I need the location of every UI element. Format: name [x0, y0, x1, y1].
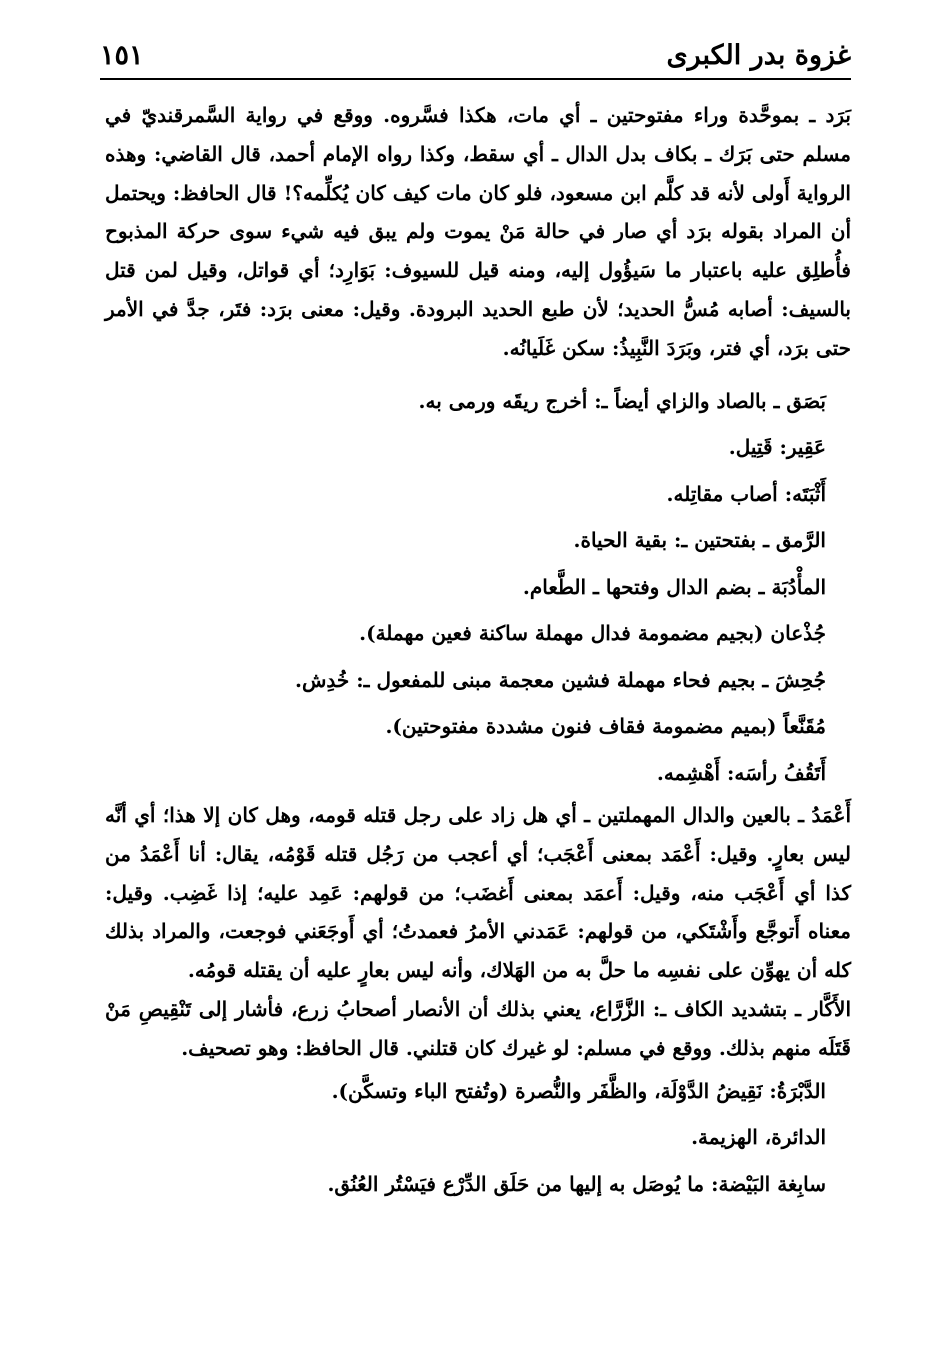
glossary-entry: جُحِشَ ـ بجيم فحاء مهملة فشين معجمة مبنى للمفعول ـ: خُدِش. — [295, 667, 826, 692]
paragraph-aamad: أَعْمَدُ ـ بالعين والدال المهملتين ـ أي هل زاد على رجل قتله قومه، وهل كان إلا هذا؛ أي أنَّه ليس بعارٍ. وقيل: أَعْمَد بمعنى أَعْجَب؛ أي أعجب من رَجُل قتله قَوْمُه، يقال: أنا أَعْمَدُ من كذا أي أَعْجَب منه، وقيل: أَعمَد بمعنى أَغضَب؛ من قولهم: عَمِد عليه؛ إذا غَضِب. وقيل: معناه أَتوجَّع وأَشْتَكي، من قولهم: عَمَدني الأمرُ فعمدتُ؛ أي أَوجَعَني فوجعت، والمراد بذلك كله أن يهوِّن على نفسِه ما حلَّ به من الهَلاك، وأنه ليس بعارٍ عليه أن يقتله قومُه. — [105, 803, 852, 983]
glossary-entry: الدَّبْرَةُ: نَقِيضُ الدَّوْلَة، والظَّفَر والنُّصرة (وتُفتح الباء وتسكَّن). — [331, 1078, 826, 1103]
glossary-entry: جُذْعان (بجيم مضمومة فدال مهملة ساكنة فعين مهملة). — [359, 621, 826, 646]
page-header — [100, 30, 851, 80]
running-head: غزوة بدر الكبرى — [666, 40, 851, 71]
glossary-entry: أَتَقُفُ رأسَه: أَهْشِمه. — [656, 760, 826, 785]
glossary-entry: بَصَق ـ بالصاد والزاي أيضاً ـ: أخرج ريقَه ورمى به. — [418, 388, 826, 413]
glossary-entry: الرَّمق ـ بفتحتين ـ: بقية الحياة. — [573, 528, 826, 553]
page-body — [105, 96, 851, 1207]
glossary-entry: المأْدُبَة ـ بضم الدال وفتحها ـ الطَّعام. — [522, 574, 826, 599]
paragraph-barad: بَرَد ـ بموحَّدة وراء مفتوحتين ـ أي مات، هكذا فسَّروه. ووقع في رواية السَّمرقنديّ في مسلم حتى بَرَك ـ بكاف بدل الدال ـ أي سقط، وكذا رواه الإمام أحمد، قال القاضي: وهذه الرواية أَولى لأنه قد كلَّم ابن مسعود، فلو كان مات كيف كان يُكلِّمه؟! قال الحافظ: ويحتمل أن المراد بقوله برَد أي صار في حالة مَنْ يموت ولم يبق فيه شيء سوى حركة المذبوح فأُطلِق عليه باعتبار ما سَيؤُول إليه، ومنه قيل للسيوف: بَوَارِد؛ أي قواتل، وقيل لمن قتل بالسيف: أصابه مُسُّ الحديد؛ لأن طبع الحديد البرودة. وقيل: معنى برَد: فتَر، جدَّ في الأمر حتى برَد، أي فتر، وبَرَدَ النَّبِيذُ: سكن غَلَيانُه. — [105, 103, 851, 360]
glossary-entry: الدائرة، الهزيمة. — [691, 1125, 826, 1150]
glossary-entry: عَقِير: قَتِيل. — [728, 435, 826, 460]
paragraph-akkar: الأَكَّار ـ بتشديد الكاف ـ: الزَّرَّاع، يعني بذلك أن الأنصار أصحابُ زرع، فأشار إلى تَنْقِيصِ مَنْ قَتَلَه منهم بذلك. ووقع في مسلم: لو غيرك كان قتلني. قال الحافظ: وهو تصحيف. — [105, 997, 851, 1060]
glossary-entry: سابِغة البَيْضة: ما يُوصَل به إليها من حَلَق الدِّرْع فيَسْتُر العُنُق. — [327, 1171, 826, 1196]
glossary-entry: مُقَنَّعاً (بميم مضمومة فقاف فنون مشددة مفتوحتين). — [385, 714, 826, 739]
glossary-entry: أَثْبَتَه: أصاب مقاتِله. — [666, 481, 826, 506]
page-number: ١٥١ — [100, 40, 144, 71]
header-rule — [100, 78, 851, 80]
glossary-list-2 — [105, 1068, 851, 1208]
glossary-list — [105, 378, 851, 797]
